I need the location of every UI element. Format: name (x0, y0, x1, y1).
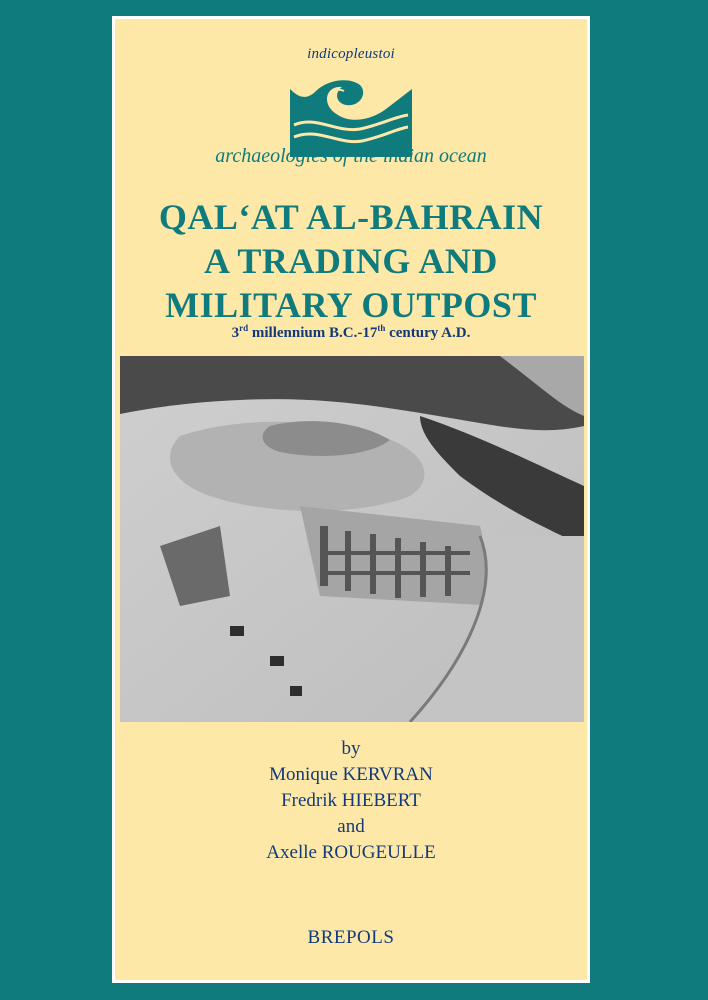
date-range (115, 323, 587, 342)
series-name: indicopleustoi (307, 46, 395, 62)
date-middle: millennium B.C.-17 (248, 325, 378, 341)
title-line-3: MILITARY OUTPOST (165, 285, 537, 325)
authors-block (115, 736, 587, 866)
title-line-2: A TRADING AND (204, 241, 498, 281)
publisher-name: BREPOLS (307, 927, 395, 948)
aerial-photo (120, 356, 584, 722)
date-sup-1: rd (239, 323, 249, 333)
date-sup-2: th (377, 323, 386, 333)
series-subtitle: archaeologies of the indian ocean (215, 145, 487, 167)
by-label: by (341, 738, 361, 759)
and-label: and (337, 816, 365, 837)
author-2: Fredrik HIEBERT (281, 790, 421, 811)
title-line-1: QAL‘AT AL-BAHRAIN (158, 197, 544, 237)
author-3: Axelle ROUGEULLE (266, 842, 436, 863)
date-suffix: century A.D. (385, 325, 471, 341)
author-1: Monique KERVRAN (269, 764, 433, 785)
book-title (115, 195, 587, 327)
date-prefix: 3 (231, 325, 240, 341)
cover-panel (115, 19, 587, 980)
